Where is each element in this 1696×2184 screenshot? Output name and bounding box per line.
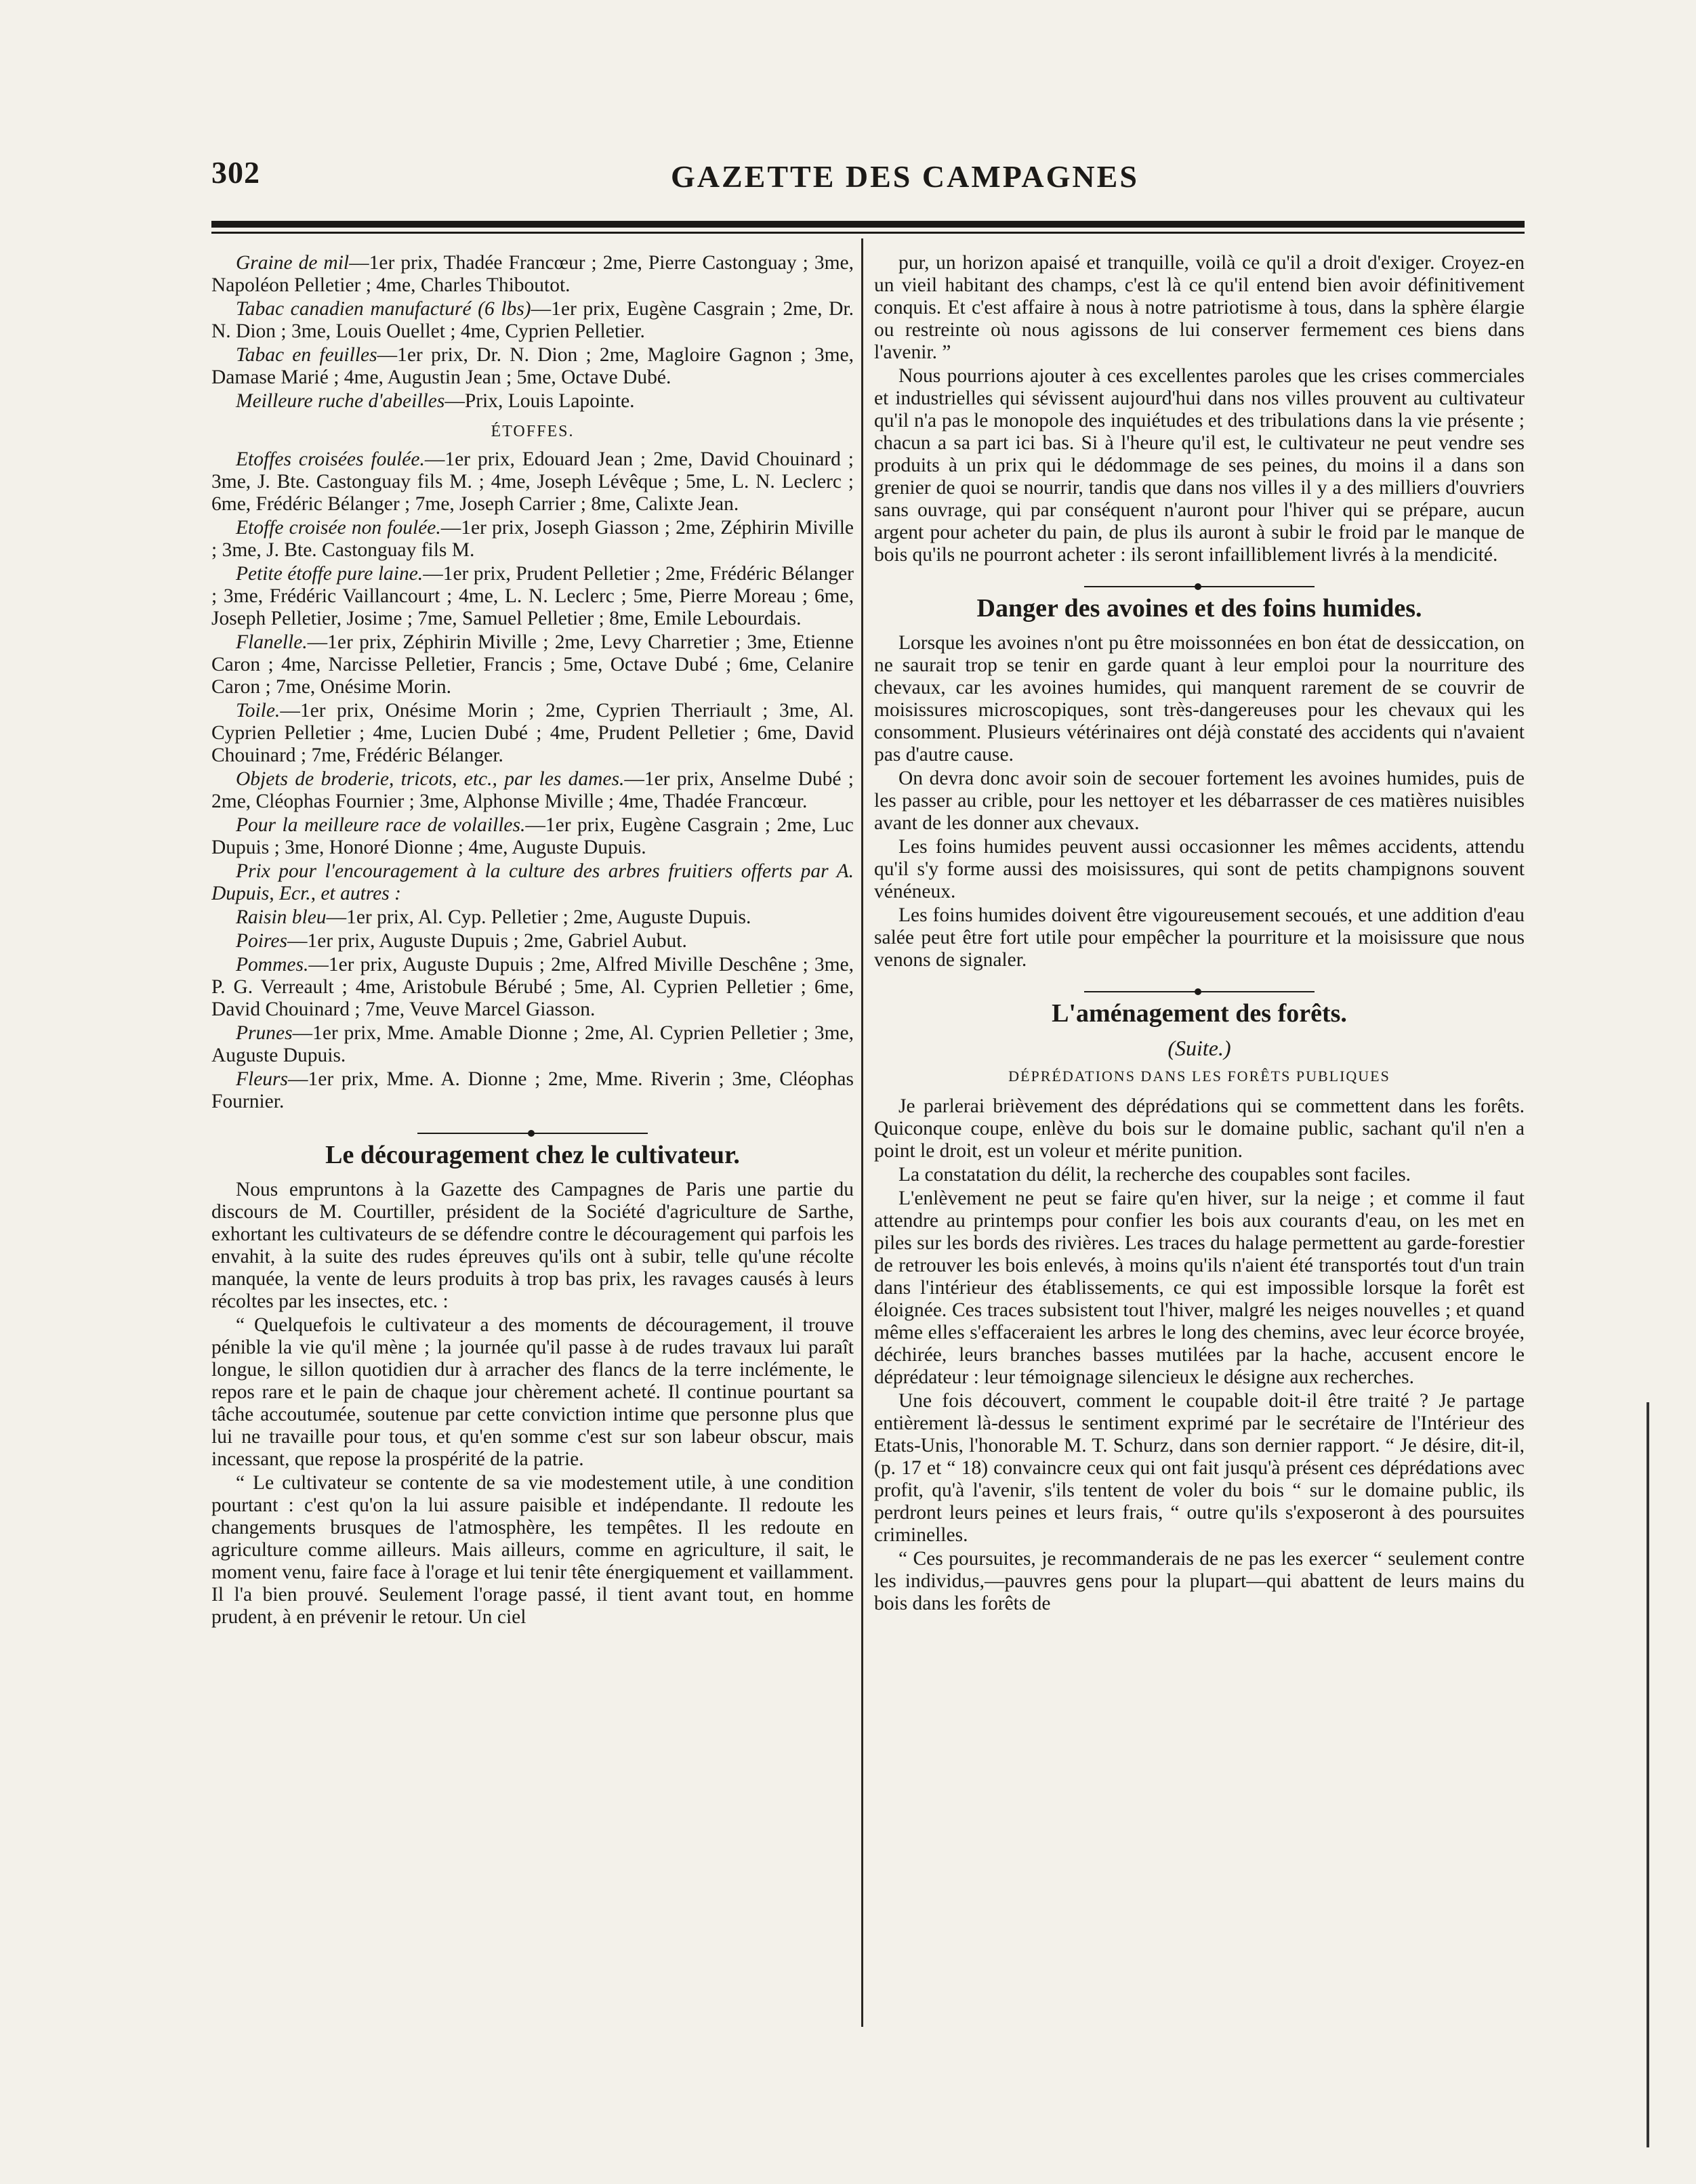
paragraph: “ Quelquefois le cultivateur a des moments de découragement, il trouve pénible la vie qu'il mène ; la journée qu'il passe à de rudes travaux lui paraît longue, le sillon quotidien dur à arracher des flancs de la terre inclémente, le repos rare et le pain de chaque jour chèrement acheté. Il continue pourtant sa tâche accoutumée, soutenue par cette conviction intime que personne plus que lui ne travaille pour tous, et qu'en somme c'est sur son labeur obscur, mais incessant, que repose la prospérité de la patrie. bbox=[211, 1314, 854, 1470]
paragraph: Je parlerai brièvement des déprédations qui se commettent dans les forêts. Quiconque coupe, enlève du bois sur le domaine public, sachant qu'il n'en a point le droit, est un voleur et mérite punition. bbox=[874, 1095, 1525, 1162]
prize-category: Objets de broderie, tricots, etc., par les dames. bbox=[236, 768, 625, 790]
prize-winners: —1er prix, Joseph Giasson ; 2me, Zéphirin Miville ; 3me, J. Bte. Castonguay fils M. bbox=[211, 517, 854, 561]
article-body-forets bbox=[874, 1095, 1525, 1615]
prize-entry bbox=[211, 631, 854, 698]
prize-winners: —1er prix, Thadée Francœur ; 2me, Pierre Castonguay ; 3me, Napoléon Pelletier ; 4me, Charles Thiboutot. bbox=[211, 252, 854, 296]
prize-entry bbox=[211, 860, 854, 905]
article-suite-label: (Suite.) bbox=[1167, 1036, 1231, 1060]
prize-category: Flanelle. bbox=[236, 631, 308, 653]
prize-category: Prix pour l'encouragement à la culture des arbres fruitiers offerts par A. Dupuis, Ecr., et autres : bbox=[211, 860, 854, 904]
etoffes-heading: ÉTOFFES. bbox=[491, 423, 575, 440]
prize-winners: —1er prix, Edouard Jean ; 2me, David Chouinard ; 3me, J. Bte. Castonguay fils M. ; 4me, Joseph Lévêque ; 5me, L. N. Leclerc ; 6me, Frédéric Bélanger ; 7me, Joseph Carrier ; 8me, Calixte Jean. bbox=[211, 448, 854, 515]
article-title-forets: L'aménagement des forêts. bbox=[1052, 999, 1347, 1028]
paragraph: Lorsque les avoines n'ont pu être moissonnées en bon état de dessiccation, on ne saurait trop se tenir en garde quant à leur emploi pour la nourriture des chevaux, car les avoines humides, qui manquent rarement de se couvrir de moisissures microscopiques, sont très-dangereuses pour les chevaux qui les consomment. Plusieurs vétérinaires ont déjà constaté des accidents qui n'avaient pas d'autre cause. bbox=[874, 632, 1525, 765]
paragraph: La constatation du délit, la recherche des coupables sont faciles. bbox=[898, 1164, 1411, 1185]
prize-entry bbox=[211, 930, 854, 952]
prize-winners: —1er prix, Anselme Dubé ; 2me, Cléophas Fournier ; 3me, Alphonse Miville ; 4me, Thadée Francœur. bbox=[211, 768, 854, 812]
prize-entry bbox=[211, 906, 854, 929]
header-rule-thin bbox=[211, 232, 1525, 234]
prize-list-etoffes bbox=[211, 448, 854, 1113]
prize-category: Pour la meilleure race de volailles. bbox=[236, 814, 526, 836]
prize-category: Etoffes croisées foulée. bbox=[236, 448, 425, 470]
prize-entry bbox=[211, 700, 854, 767]
header-rule-thick bbox=[211, 221, 1525, 228]
page-number: 302 bbox=[211, 155, 260, 190]
paragraph: On devra donc avoir soin de secouer fortement les avoines humides, puis de les passer au crible, pour les nettoyer et les débarrasser de ces matières nuisibles avant de les donner aux chevaux. bbox=[874, 768, 1525, 834]
article-title-avoines: Danger des avoines et des foins humides. bbox=[976, 594, 1422, 623]
right-column bbox=[874, 252, 1525, 2027]
prize-category: Graine de mil bbox=[236, 252, 350, 274]
margin-line bbox=[1647, 1402, 1649, 2147]
prize-entry bbox=[211, 814, 854, 859]
prize-category: Fleurs bbox=[236, 1068, 289, 1090]
prize-winners: —1er prix, Onésime Morin ; 2me, Cyprien Therriault ; 3me, Al. Cyprien Pelletier ; 4me, Lucien Dubé ; 4me, Prudent Pelletier ; 6me, David Chouinard ; 7me, Frédéric Bélanger. bbox=[211, 700, 854, 766]
paragraph: Les foins humides doivent être vigoureusement secoués, et une addition d'eau salée peut être fort utile pour empêcher la pourriture et la moisissure que nous venons de signaler. bbox=[874, 904, 1525, 971]
prize-category: Toile. bbox=[236, 700, 281, 721]
prize-entry bbox=[211, 954, 854, 1021]
prize-category: Pommes. bbox=[236, 954, 309, 975]
article-title-decouragement: Le découragement chez le cultivateur. bbox=[325, 1141, 740, 1169]
paragraph: Les foins humides peuvent aussi occasionner les mêmes accidents, attendu qu'il s'y forme aussi des moisissures, qui sont de petits champignons souvent vénéneux. bbox=[874, 836, 1525, 902]
paragraph: L'enlèvement ne peut se faire qu'en hiver, sur la neige ; et comme il faut attendre au printemps pour confier les bois aux courants d'eau, on les met en piles sur les bords des rivières. Les traces du halage permettent au garde-forestier de retrouver les bois enlevés, à moins qu'ils n'aient été transportés tout d'un train dans l'intérieur des établissements, ce qui est impossible lorsque la forêt est éloignée. Ces traces subsistent tout l'hiver, malgré les neiges nouvelles ; et quand même elles s'effaceraient les arbres le long des chemins, avec leur écorce broyée, déchirée, leurs branches basses mutilées par la hache, accusent encore le déprédateur : leur témoignage silencieux le désigne aux recherches. bbox=[874, 1188, 1525, 1388]
prize-category: Poires bbox=[236, 930, 287, 952]
prize-entry bbox=[211, 517, 854, 562]
prize-entry bbox=[211, 768, 854, 813]
article-continuation bbox=[874, 252, 1525, 566]
prize-entry bbox=[211, 344, 854, 389]
prize-winners: —1er prix, Zéphirin Miville ; 2me, Levy Charretier ; 3me, Etienne Caron ; 4me, Narcisse Pelletier, Francis ; 5me, Octave Dubé ; 6me, Celanire Caron ; 7me, Onésime Morin. bbox=[211, 631, 854, 698]
paragraph: “ Le cultivateur se contente de sa vie modestement utile, à une condition pourtant : c'est qu'on la lui assure paisible et indépendante. Il redoute les changements brusques de l'atmosphère, les tempêtes. Il les redoute en agriculture comme ailleurs. Mais ailleurs, comme en agriculture, il sait, le moment venu, faire face à l'orage et lui tenir tête énergiquement et vaillamment. Il l'a bien prouvé. Seulement l'orage passé, il tient avant tout, en homme prudent, à en prévenir le retour. Un ciel bbox=[211, 1472, 854, 1628]
prize-entry bbox=[211, 448, 854, 516]
prize-category: Tabac canadien manufacturé (6 lbs) bbox=[236, 298, 531, 320]
prize-category: Tabac en feuilles bbox=[236, 344, 377, 366]
section-subheading-depredations: DÉPRÉDATIONS DANS LES FORÊTS PUBLIQUES bbox=[1008, 1068, 1390, 1085]
prize-list-top bbox=[211, 252, 854, 413]
prize-winners: —1er prix, Mme. Amable Dionne ; 2me, Al. Cyprien Pelletier ; 3me, Auguste Dupuis. bbox=[211, 1022, 854, 1066]
paragraph: Nous pourrions ajouter à ces excellentes paroles que les crises commerciales et industrielles qui sévissent aujourd'hui dans nos villes prouvent au cultivateur qu'il n'a pas le monopole des inquiétudes et des tribulations dans la vie présente ; chacun a sa part ici bas. Si à l'heure qu'il est, le cultivateur ne peut vendre ses produits à un prix qui le dédommage de ses peines, du moins il a dans son grenier de quoi se nourrir, tandis que dans nos villes il y a des milliers d'ouvriers sans ouvrage, qui par conséquent n'auront pour l'hiver qui se prépare, aucun argent pour acheter du pain, de plus ils auront à subir le froid par le manque de bois qu'ils ne pourront acheter : ils seront infailliblement livrés à la mendicité. bbox=[874, 365, 1525, 566]
prize-winners: —1er prix, Auguste Dupuis ; 2me, Gabriel Aubut. bbox=[287, 930, 687, 952]
article-divider-ornament bbox=[417, 1128, 648, 1139]
article-divider-ornament bbox=[1084, 581, 1315, 592]
prize-entry bbox=[211, 1068, 854, 1113]
paragraph: Une fois découvert, comment le coupable doit-il être traité ? Je partage entièrement là-dessus le sentiment exprimé par le secrétaire de l'Intérieur des Etats-Unis, l'honorable M. T. Schurz, dans son dernier rapport. “ Je désire, dit-il, (p. 17 et “ 18) convaincre ceux qui ont fait jusqu'à présent ces déprédations avec profit, qu'à l'avenir, s'ils tentent de voler du bois “ sur le domaine public, ils perdront leurs peines et leurs frais, “ outre qu'ils s'exposeront à des poursuites criminelles. bbox=[874, 1390, 1525, 1546]
prize-category: Etoffe croisée non foulée. bbox=[236, 517, 441, 539]
article-divider-ornament bbox=[1084, 986, 1315, 997]
article-body-avoines bbox=[874, 632, 1525, 971]
prize-winners: —1er prix, Eugène Casgrain ; 2me, Luc Dupuis ; 3me, Honoré Dionne ; 4me, Auguste Dupuis. bbox=[211, 814, 854, 858]
prize-entry bbox=[211, 1022, 854, 1067]
prize-category: Prunes bbox=[236, 1022, 293, 1044]
prize-winners: —1er prix, Mme. A. Dionne ; 2me, Mme. Riverin ; 3me, Cléophas Fournier. bbox=[211, 1068, 854, 1112]
prize-winners: —1er prix, Al. Cyp. Pelletier ; 2me, Auguste Dupuis. bbox=[326, 906, 751, 928]
prize-entry bbox=[211, 252, 854, 297]
masthead-title: GAZETTE DES CAMPAGNES bbox=[671, 159, 1139, 194]
prize-entry bbox=[211, 298, 854, 343]
prize-winners: —1er prix, Dr. N. Dion ; 2me, Magloire Gagnon ; 3me, Damase Marié ; 4me, Augustin Jean ; 5me, Octave Dubé. bbox=[211, 344, 854, 388]
prize-winners: —Prix, Louis Lapointe. bbox=[444, 390, 635, 412]
prize-category: Petite étoffe pure laine. bbox=[236, 563, 423, 585]
prize-winners: —1er prix, Eugène Casgrain ; 2me, Dr. N. Dion ; 3me, Louis Ouellet ; 4me, Cyprien Pelletier. bbox=[211, 298, 854, 342]
paragraph: “ Ces poursuites, je recommanderais de ne pas les exercer “ seulement contre les individus,—pauvres gens pour la plupart—qui abattent de leurs mains du bois dans les forêts de bbox=[874, 1548, 1525, 1614]
prize-category: Meilleure ruche d'abeilles bbox=[236, 390, 445, 412]
paragraph: Nous empruntons à la Gazette des Campagnes de Paris une partie du discours de M. Courtiller, président de la Société d'agriculture de Sarthe, exhortant les cultivateurs de se défendre contre le découragement qui parfois les envahit, à la suite des rudes épreuves qu'ils ont à subir, telle qu'une récolte manquée, la vente de leurs produits à trop bas prix, les ravages causés à leurs récoltes par les insectes, etc. : bbox=[211, 1179, 854, 1312]
prize-entry bbox=[211, 390, 854, 413]
left-column bbox=[211, 252, 854, 2027]
paragraph: pur, un horizon apaisé et tranquille, voilà ce qu'il a droit d'exiger. Croyez-en un vieil habitant des champs, c'est là ce qu'il entend bien avoir définitivement conquis. Et c'est affaire à nous à notre patriotisme à tous, dans la sphère élargie ou restreinte où nous agissons de lui conserver fermement ces biens dans l'avenir. ” bbox=[874, 252, 1525, 363]
prize-winners: —1er prix, Auguste Dupuis ; 2me, Alfred Miville Deschêne ; 3me, P. G. Verreault ; 4me, Aristobule Bérubé ; 5me, Al. Cyprien Pelletier ; 6me, David Chouinard ; 7me, Veuve Marcel Giasson. bbox=[211, 954, 854, 1020]
prize-winners: —1er prix, Prudent Pelletier ; 2me, Frédéric Bélanger ; 3me, Frédéric Vaillancourt ; 4me, L. N. Leclerc ; 5me, Pierre Moreau ; 6me, Joseph Pelletier, Josime ; 7me, Samuel Pelletier ; 8me, Emile Lebourdais. bbox=[211, 563, 854, 629]
prize-category: Raisin bleu bbox=[236, 906, 327, 928]
prize-entry bbox=[211, 563, 854, 630]
article-body-decouragement bbox=[211, 1179, 854, 1629]
column-divider bbox=[861, 238, 863, 2027]
